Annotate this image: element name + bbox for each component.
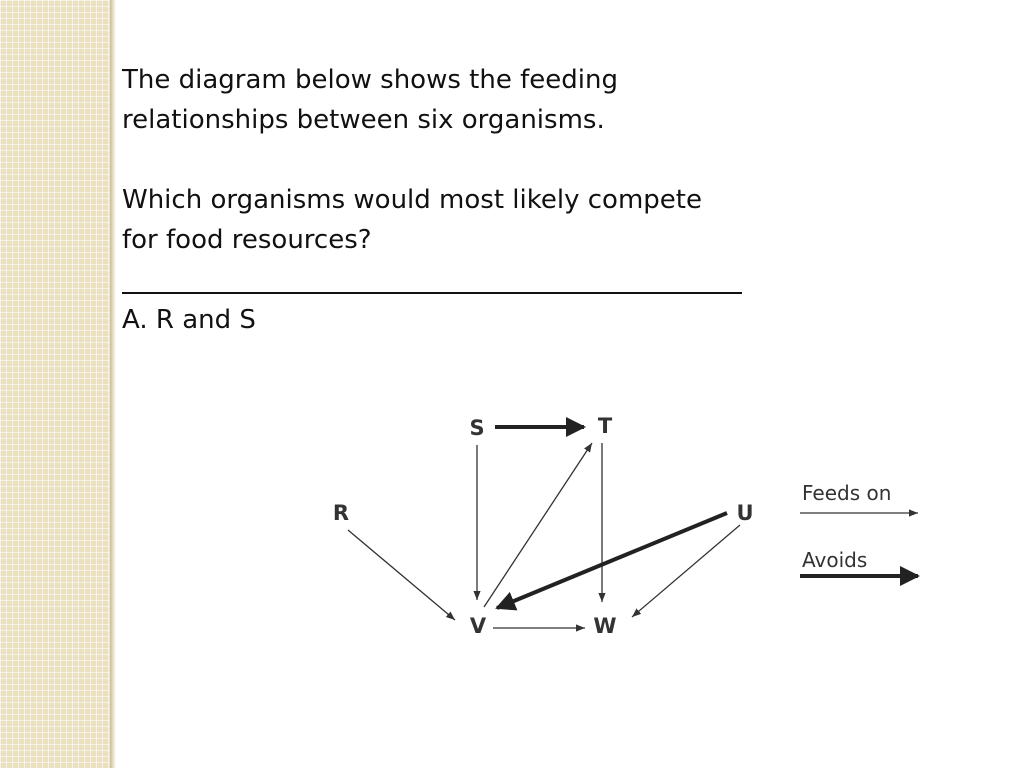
node-t: T [597, 414, 613, 438]
side-strip-shadow [110, 0, 116, 768]
legend-feeds-on-label: Feeds on [802, 481, 892, 505]
question-line-2: relationships between six organisms. [122, 105, 605, 135]
node-r: R [332, 501, 350, 525]
edge-v-to-t [484, 443, 592, 607]
node-s: S [469, 416, 485, 440]
paragraph-gap [122, 140, 762, 180]
edge-u-to-w [632, 525, 740, 617]
food-web-diagram [300, 395, 960, 665]
node-u: U [736, 501, 754, 525]
question-line-1: The diagram below shows the feeding [122, 65, 618, 95]
legend-avoids-label: Avoids [802, 548, 868, 572]
answer-text: A. R and S [122, 305, 256, 335]
edge-r-to-v [348, 530, 455, 620]
edge-u-avoids-v [497, 513, 727, 608]
answer-blank-line [122, 260, 742, 300]
decorative-side-strip [0, 0, 110, 768]
question-line-3: Which organisms would most likely compete [122, 185, 702, 215]
question-line-4: for food resources? [122, 225, 372, 255]
node-v: V [469, 614, 487, 638]
node-w: W [593, 614, 617, 638]
question-text [122, 60, 762, 340]
